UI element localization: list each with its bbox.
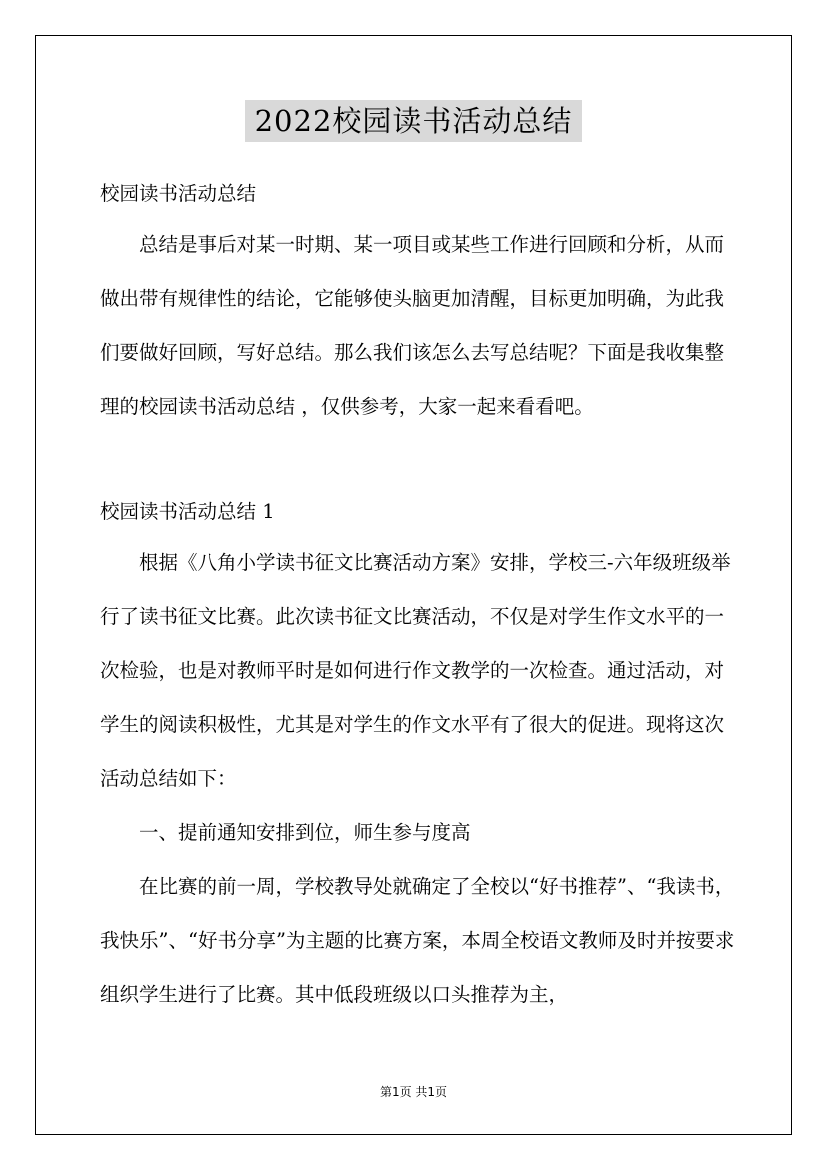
title-wrap xyxy=(0,100,827,142)
intro-text: 总结是事后对某一时期、某一项目或某些工作进行回顾和分析，从而做出带有规律性的结论，它能够使头脑更加清醒，目标更加明确，为此我们要做好回顾，写好总结。那么我们该怎么去写总结呢？下面是我收集整理的校园读书活动总结 ，仅供参考，大家一起来看看吧。 xyxy=(100,233,725,418)
section-1-paragraph-2: 在比赛的前一周，学校教导处就确定了全校以“好书推荐”、“我读书，我快乐”、“好书分享”为主题的比赛方案，本周全校语文教师及时并按要求组织学生进行了比赛。其中低段班级以口头推荐为主， xyxy=(100,875,735,1006)
document-body xyxy=(100,170,740,1022)
section-1-body xyxy=(100,536,740,1022)
page-footer: 第1页 共1页 xyxy=(379,1085,448,1099)
section-1-paragraph-1: 根据《八角小学读书征文比赛活动方案》安排，学校三-六年级班级举行了读书征文比赛。此次读书征文比赛活动，不仅是对学生作文水平的一次检验，也是对教师平时是如何进行作文教学的一次检查。通过活动，对学生的阅读积极性，尤其是对学生的作文水平有了很大的促进。现将这次活动总结如下： xyxy=(100,551,731,790)
section-1-point-1: 一、提前通知安排到位，师生参与度高 xyxy=(139,821,471,844)
document-title: 2022校园读书活动总结 xyxy=(245,100,583,142)
intro-paragraph xyxy=(100,218,740,434)
subtitle: 校园读书活动总结 xyxy=(100,182,257,205)
section-1-heading: 校园读书活动总结 1 xyxy=(100,500,275,523)
spacer xyxy=(100,434,740,488)
